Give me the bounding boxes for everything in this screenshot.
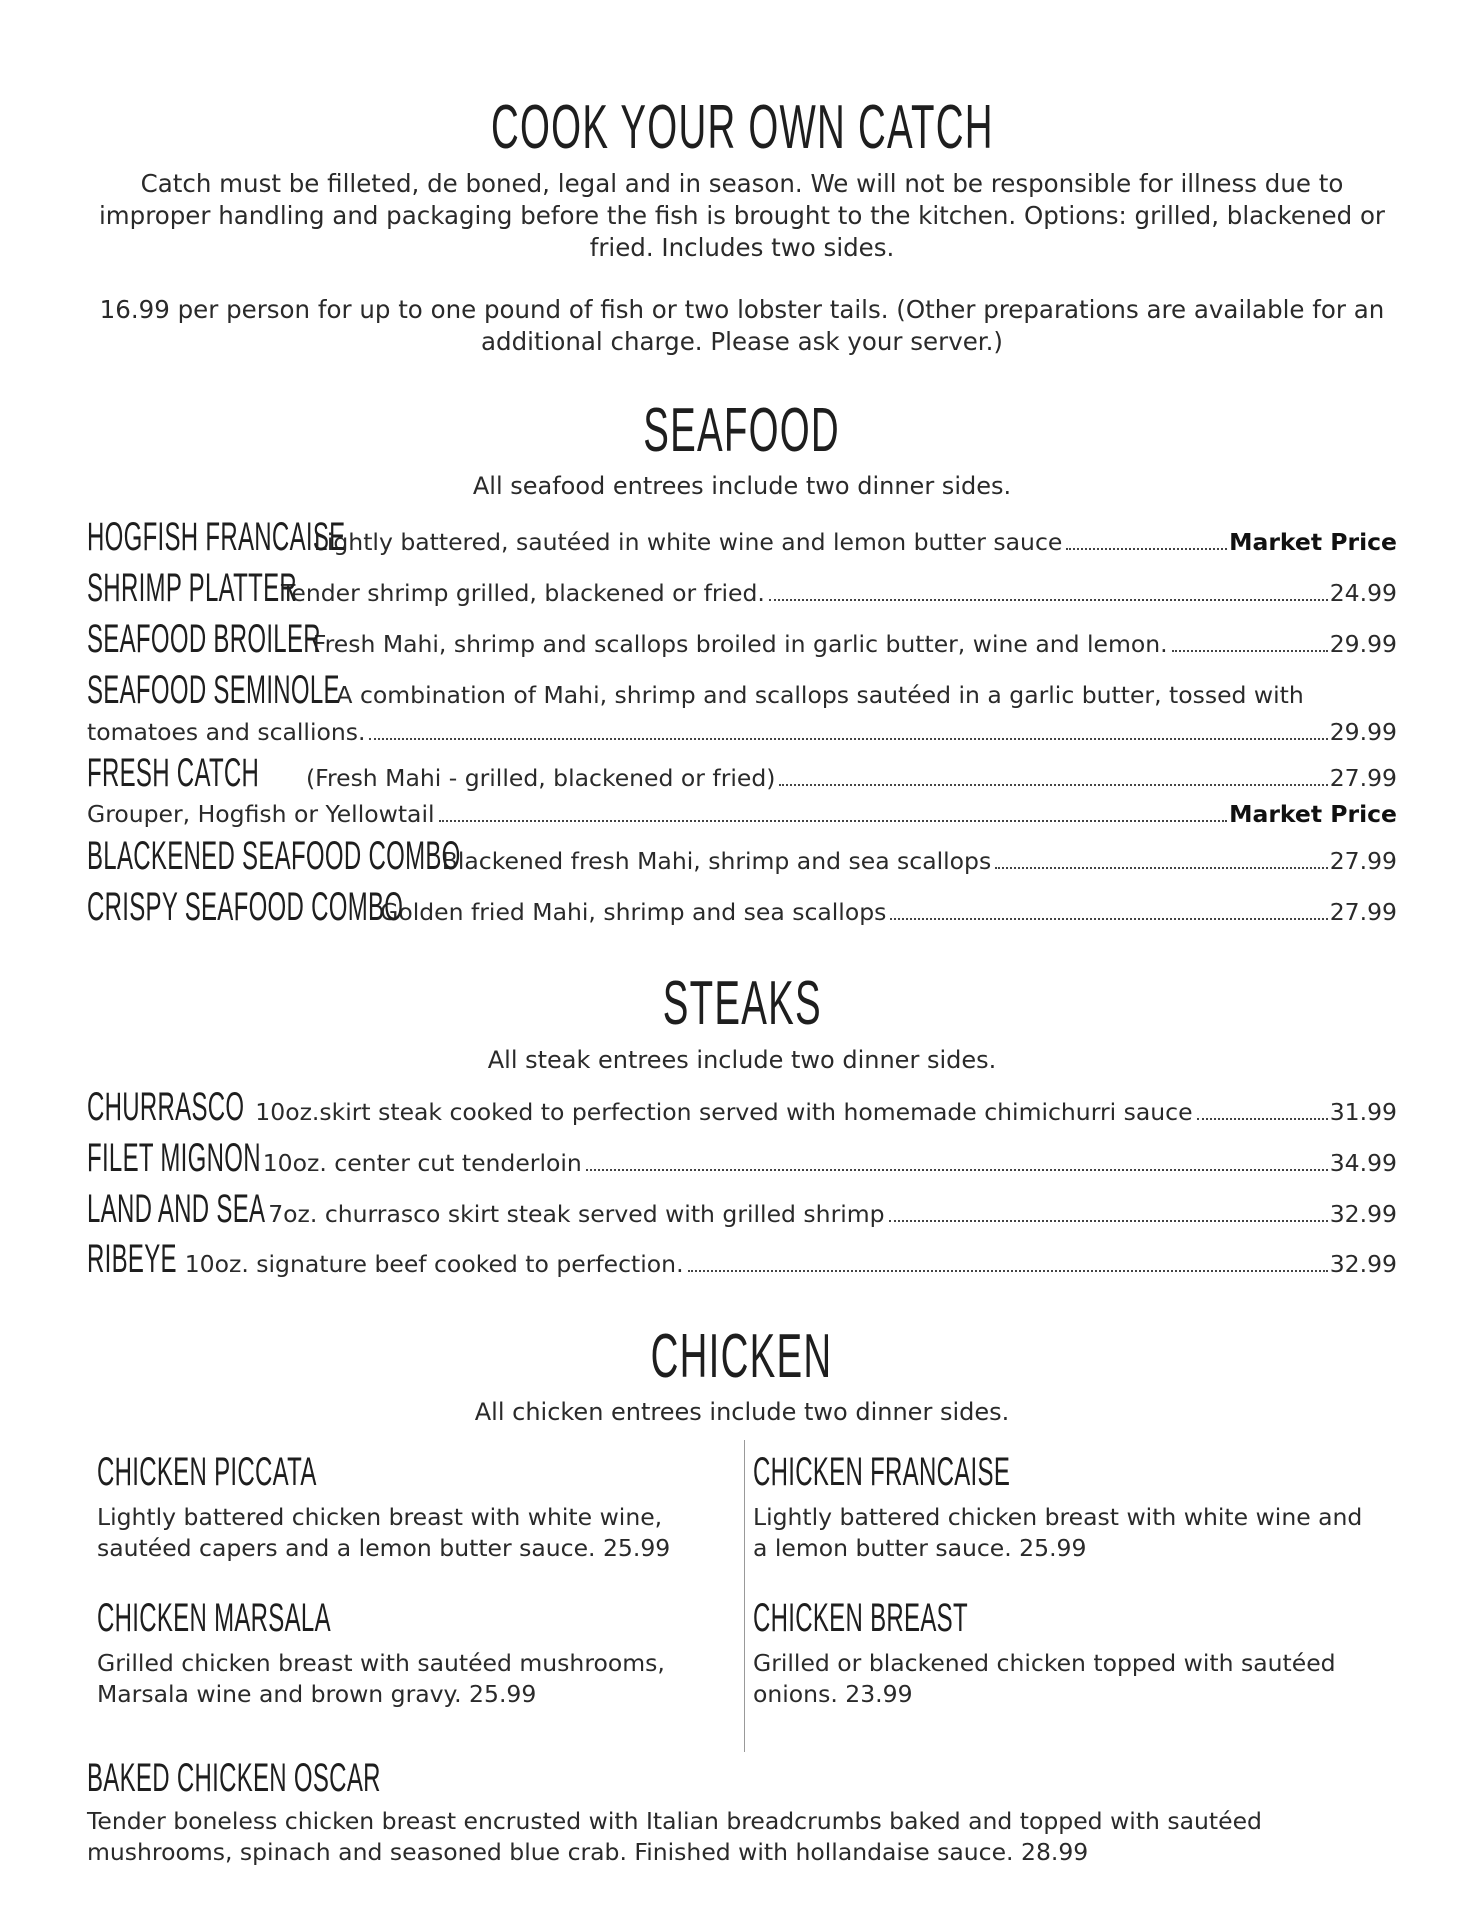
item-description: Tender boneless chicken breast encrusted with Italian breadcrumbs baked and topped with sautéed mushrooms, spinach and seasoned blue crab. Finished with hollandaise sauce. 28.99 xyxy=(87,1807,1262,1866)
item-description: tomatoes and scallions. xyxy=(87,718,366,746)
item-price: 27.99 xyxy=(1329,898,1397,926)
leader-dots xyxy=(779,784,1327,786)
leader-dots xyxy=(586,1169,1328,1171)
item-name: LAND AND SEA xyxy=(87,1187,266,1231)
item-name: CHURRASCO xyxy=(87,1085,245,1129)
item-price: 27.99 xyxy=(1329,847,1397,875)
menu-item xyxy=(87,515,1397,559)
item-description: Fresh Mahi, shrimp and scallops broiled in garlic butter, wine and lemon. xyxy=(312,630,1168,658)
catch-heading: COOK YOUR OWN CATCH xyxy=(490,93,994,162)
leader-dots xyxy=(890,918,1327,920)
item-price: 27.99 xyxy=(1329,764,1397,792)
menu-item xyxy=(87,1187,1397,1231)
catch-pricing: 16.99 per person for up to one pound of fish or two lobster tails. (Other preparations are available for an additional charge. Please ask your server.) xyxy=(99,295,1385,356)
menu-item xyxy=(87,1085,1397,1129)
steaks-note: All steak entrees include two dinner sides. xyxy=(487,1046,997,1074)
chicken-heading: CHICKEN xyxy=(651,1322,833,1391)
item-description: Golden fried Mahi, shrimp and sea scallops xyxy=(380,898,887,926)
leader-dots xyxy=(439,820,1228,822)
menu-item xyxy=(87,751,1397,795)
leader-dots xyxy=(1066,548,1227,550)
item-description: Lightly battered chicken breast with white wine, sautéed capers and a lemon butter sauce. 25.99 xyxy=(97,1503,671,1562)
item-name: HOGFISH FRANCAISE xyxy=(87,515,346,559)
item-name: SEAFOOD BROILER xyxy=(87,617,321,661)
item-name: CHICKEN MARSALA xyxy=(97,1596,331,1640)
item-price: 29.99 xyxy=(1329,630,1397,658)
chicken-note: All chicken entrees include two dinner sides. xyxy=(474,1398,1010,1426)
item-price: 32.99 xyxy=(1329,1200,1397,1228)
item-description: Lightly battered, sautéed in white wine and lemon butter sauce xyxy=(313,528,1063,556)
item-price: Market Price xyxy=(1229,800,1397,828)
item-name: RIBEYE xyxy=(87,1237,177,1281)
item-name: FILET MIGNON xyxy=(87,1136,261,1180)
seafood-note: All seafood entrees include two dinner sides. xyxy=(472,472,1012,500)
item-description: A combination of Mahi, shrimp and scallops sautéed in a garlic butter, tossed with xyxy=(336,681,1304,709)
menu-item xyxy=(87,668,1467,712)
item-price: 29.99 xyxy=(1329,718,1397,746)
item-name: CHICKEN BREAST xyxy=(753,1596,968,1640)
leader-dots xyxy=(1197,1118,1328,1120)
seafood-heading: SEAFOOD xyxy=(643,396,841,465)
catch-description: Catch must be filleted, de boned, legal and in season. We will not be responsible for illness due to improper handling and packaging before the fish is brought to the kitchen. Options: grilled, blackened or fried. Includes two sides. xyxy=(98,169,1386,262)
column-divider xyxy=(744,1440,745,1752)
item-description: 10oz. center cut tenderloin xyxy=(262,1149,582,1177)
item-name: BLACKENED SEAFOOD COMBO xyxy=(87,834,461,878)
leader-dots xyxy=(995,867,1327,869)
item-description: 7oz. churrasco skirt steak served with grilled shrimp xyxy=(268,1200,885,1228)
item-description: Lightly battered chicken breast with white wine and a lemon butter sauce. 25.99 xyxy=(753,1503,1363,1562)
leader-dots xyxy=(889,1220,1328,1222)
menu-item xyxy=(87,1237,1397,1281)
item-description: Grilled chicken breast with sautéed mushrooms, Marsala wine and brown gravy. 25.99 xyxy=(97,1649,665,1708)
item-description: Grouper, Hogfish or Yellowtail xyxy=(87,800,435,828)
item-description: 10oz.skirt steak cooked to perfection served with homemade chimichurri sauce xyxy=(255,1098,1193,1126)
item-price: 31.99 xyxy=(1329,1098,1397,1126)
menu-item xyxy=(87,885,1397,929)
menu-item-continued xyxy=(87,718,1397,746)
item-description: Blackened fresh Mahi, shrimp and sea scallops xyxy=(441,847,992,875)
item-name: SEAFOOD SEMINOLE xyxy=(87,668,340,712)
menu-item xyxy=(87,834,1397,878)
item-name: CRISPY SEAFOOD COMBO xyxy=(87,885,404,929)
menu-item xyxy=(87,800,1397,828)
steaks-heading: STEAKS xyxy=(662,969,822,1038)
item-description: Grilled or blackened chicken topped with sautéed onions. 23.99 xyxy=(753,1649,1336,1708)
menu-item xyxy=(87,1136,1397,1180)
menu-item xyxy=(87,566,1397,610)
item-description: 10oz. signature beef cooked to perfection. xyxy=(184,1250,684,1278)
item-name: SHRIMP PLATTER xyxy=(87,566,298,610)
item-name: CHICKEN PICCATA xyxy=(97,1450,317,1494)
item-description: Tender shrimp grilled, blackened or fried. xyxy=(281,579,765,607)
menu-item xyxy=(87,617,1397,661)
item-price: 34.99 xyxy=(1329,1149,1397,1177)
item-name: BAKED CHICKEN OSCAR xyxy=(87,1756,381,1800)
leader-dots xyxy=(688,1270,1328,1272)
leader-dots xyxy=(1172,650,1328,652)
item-name: FRESH CATCH xyxy=(87,751,260,795)
item-price: 32.99 xyxy=(1329,1250,1397,1278)
item-description: (Fresh Mahi - grilled, blackened or fried) xyxy=(305,764,776,792)
item-price: 24.99 xyxy=(1329,579,1397,607)
leader-dots xyxy=(769,599,1328,601)
item-price: Market Price xyxy=(1229,528,1397,556)
item-name: CHICKEN FRANCAISE xyxy=(753,1450,1011,1494)
leader-dots xyxy=(369,738,1327,740)
